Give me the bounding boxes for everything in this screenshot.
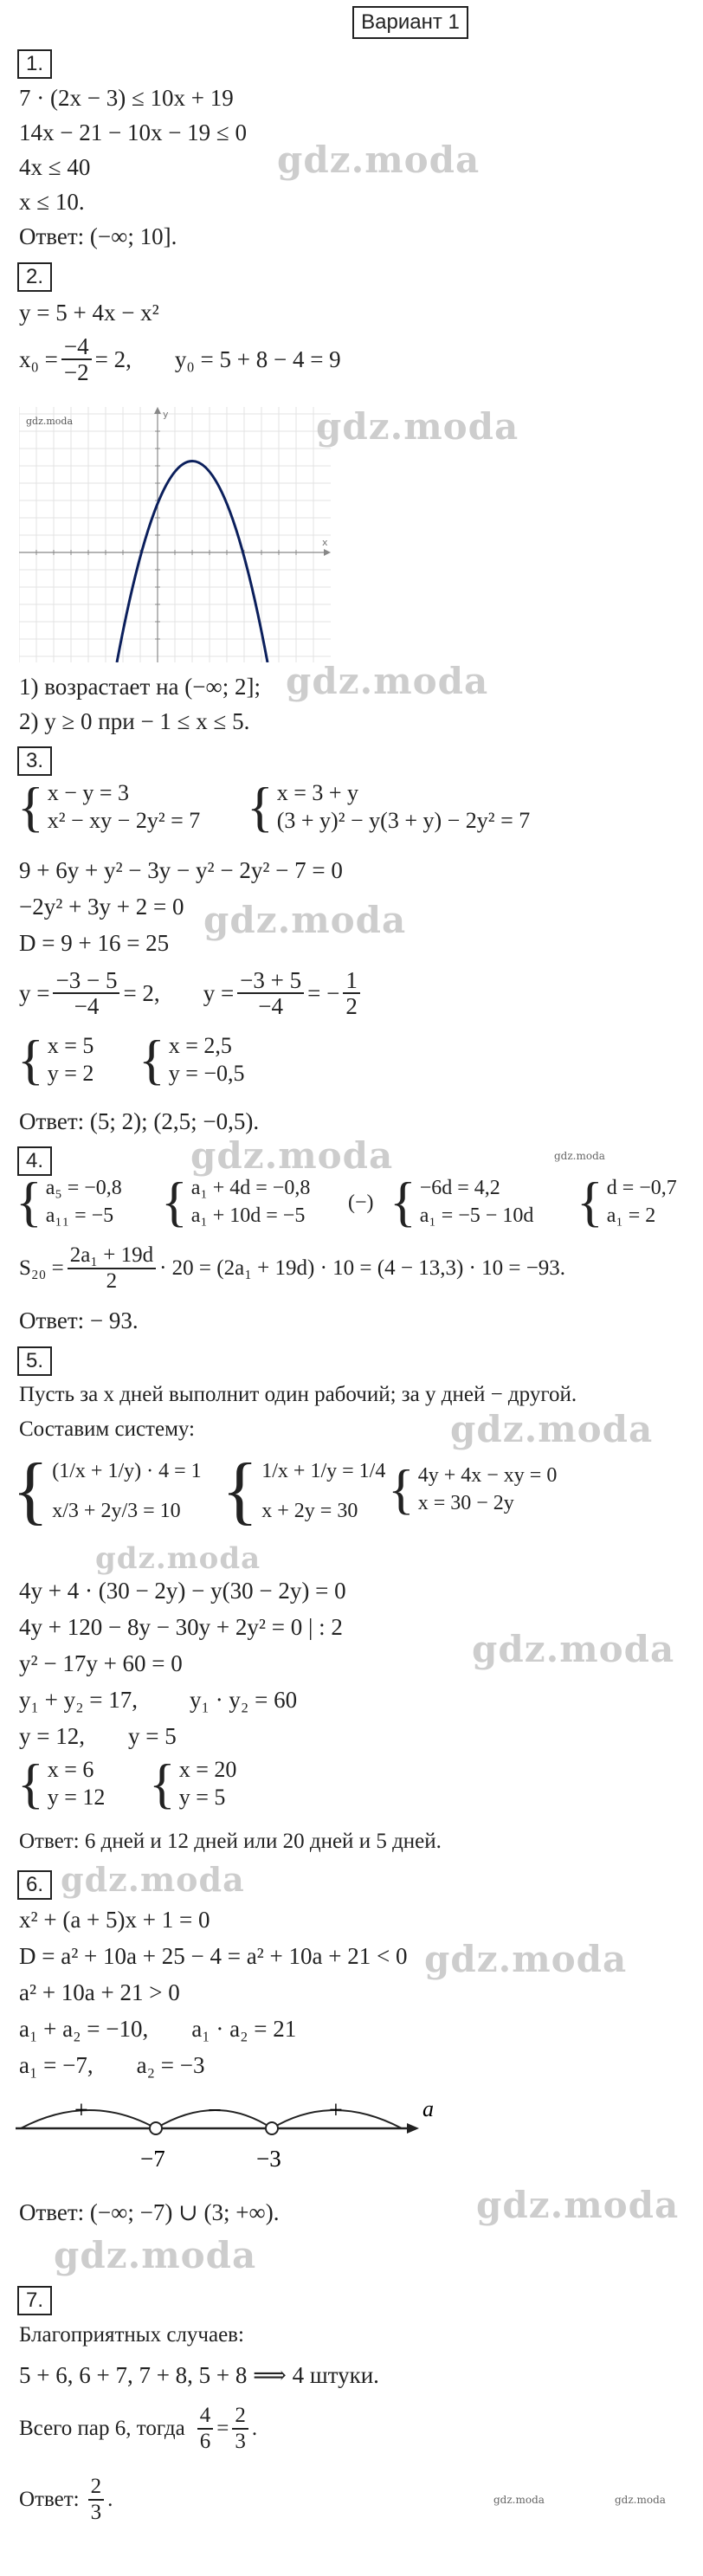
sign-minus-middle: − — [208, 2097, 222, 2124]
task-5-system-3 — [388, 1458, 558, 1520]
brace: { — [247, 776, 274, 837]
eq-row: 4y + 4x − xy = 0 — [417, 1464, 558, 1487]
task-5-line-3: y² − 17y + 60 = 0 — [19, 1650, 183, 1676]
y2-result-den: 2 — [345, 993, 358, 1019]
watermark: gdz.moda — [61, 1860, 245, 1899]
vieta-product: y₁ · y₂ = 60 — [190, 1687, 298, 1713]
eq-row: −6d = 4,2 — [419, 1177, 500, 1199]
task-4-answer: Ответ: − 93. — [19, 1307, 139, 1333]
task-3-solution-2 — [139, 1029, 245, 1090]
y1-lhs: y = — [19, 980, 50, 1006]
watermark: gdz.moda — [54, 2234, 257, 2276]
eq-row: (1/x + 1/y) · 4 = 1 — [52, 1460, 202, 1482]
sum-lhs: S₂₀ = — [19, 1256, 64, 1280]
x-axis-arrow — [324, 549, 331, 556]
task-5-line-1: 4y + 4 · (30 − 2y) − y(30 − 2y) = 0 — [19, 1578, 346, 1604]
task-1-number: 1. — [17, 49, 52, 79]
watermark: gdz.moda — [277, 139, 480, 181]
task-3-roots — [19, 963, 364, 1023]
eq-row: a₁₁ = −5 — [45, 1204, 114, 1227]
task-3-line-3: D = 9 + 16 = 25 — [19, 930, 170, 956]
x0-lhs: x₀ = — [19, 346, 58, 372]
brace: { — [17, 1753, 44, 1814]
eq-row: x = 6 — [47, 1757, 94, 1782]
sum-rhs: · 20 = (2a₁ + 19d) · 10 = (4 − 13,3) · 10 = −93. — [159, 1256, 566, 1280]
x0-den: −2 — [63, 359, 89, 385]
task-5-solution-1 — [17, 1753, 106, 1814]
y2-lhs: y = — [203, 980, 235, 1006]
watermark: gdz.moda — [424, 1938, 628, 1980]
sign-plus-right: + — [329, 2097, 343, 2124]
task-1-line-4: x ≤ 10. — [19, 189, 85, 215]
watermark-small: gdz.moda — [493, 2494, 545, 2506]
frac-den: 3 — [90, 2501, 102, 2524]
brace: { — [161, 1171, 188, 1232]
watermark-small: gdz.moda — [554, 1150, 605, 1162]
y1-rhs: = 2, — [123, 980, 160, 1006]
frac-num: 2 — [232, 2404, 248, 2430]
task-6-line-5 — [19, 2050, 204, 2080]
task-6-number: 6. — [17, 1870, 52, 1900]
task-6-answer: Ответ: (−∞; −7) ∪ (3; +∞). — [19, 2199, 280, 2225]
graph-grid — [19, 407, 331, 662]
task-4-subtract-mark: (−) — [348, 1191, 374, 1214]
axis-variable: a — [422, 2096, 434, 2121]
task-4-system-2 — [161, 1171, 311, 1232]
watermark: gdz.moda — [472, 1628, 675, 1670]
brace: { — [17, 776, 44, 837]
task-3-solution-1 — [17, 1029, 94, 1090]
equals: = — [216, 2417, 229, 2440]
eq-row: x + 2y = 30 — [261, 1500, 358, 1522]
watermark: gdz.moda — [450, 1408, 654, 1450]
brace: { — [12, 1449, 49, 1533]
task-3-system-2 — [247, 776, 531, 837]
task-5-answer: Ответ: 6 дней и 12 дней или 20 дней и 5 дней. — [19, 1830, 442, 1853]
eq-row: y = 12 — [47, 1785, 106, 1810]
task-3-number: 3. — [17, 746, 52, 776]
task-7-cases: 5 + 6, 6 + 7, 7 + 8, 5 + 8 ⟹ 4 штуки. — [19, 2362, 379, 2388]
task-2-function: y = 5 + 4x − x² — [19, 300, 159, 326]
y2-num: −3 + 5 — [237, 968, 304, 994]
y2-den: −4 — [258, 993, 284, 1019]
eq-row: 1/x + 1/y = 1/4 — [261, 1460, 386, 1482]
watermark: gdz.moda — [190, 1134, 394, 1177]
watermark: gdz.moda — [286, 660, 489, 702]
watermark: gdz.moda — [95, 1541, 261, 1576]
frac-2-3 — [232, 2404, 248, 2454]
eq-row: x = 2,5 — [168, 1033, 232, 1058]
frac-num: 2 — [88, 2475, 105, 2501]
task-1-answer: Ответ: (−∞; 10]. — [19, 223, 177, 249]
brace: { — [139, 1029, 165, 1090]
task-6-line-4 — [19, 2014, 296, 2043]
y0-value: y₀ = 5 + 8 − 4 = 9 — [174, 346, 341, 372]
eq-row: a₁ = 2 — [606, 1204, 656, 1227]
brace: { — [222, 1449, 259, 1533]
task-5-line-5 — [19, 1721, 177, 1751]
period: . — [251, 2417, 258, 2440]
sign-number-line — [12, 2087, 445, 2182]
number-line-arrow — [407, 2123, 419, 2134]
eq-row: a₅ = −0,8 — [45, 1177, 122, 1199]
task-4-system-4 — [577, 1171, 677, 1232]
task-2-number: 2. — [17, 262, 52, 292]
task-5-system-2 — [222, 1451, 385, 1531]
point-minus-7 — [150, 2122, 162, 2134]
task-5-solution-2 — [149, 1753, 237, 1814]
y1-num: −3 − 5 — [53, 968, 119, 994]
task-7-answer — [19, 2469, 113, 2530]
sign-arc — [21, 2110, 156, 2128]
eq-row: y = 5 — [178, 1785, 226, 1810]
number-line-svg — [12, 2087, 445, 2182]
watermark: gdz.moda — [476, 2184, 680, 2226]
frac-den: 3 — [235, 2430, 246, 2453]
brace: { — [390, 1171, 416, 1232]
task-3-line-1: 9 + 6y + y² − 3y − y² − 2y² − 7 = 0 — [19, 857, 343, 883]
period: . — [107, 2488, 113, 2511]
task-7-probability — [19, 2398, 257, 2459]
variant-title: Вариант 1 — [352, 6, 468, 39]
eq-row: a₁ + 4d = −0,8 — [190, 1177, 311, 1199]
sum-fraction — [68, 1243, 156, 1294]
task-5-number: 5. — [17, 1346, 52, 1376]
root-1: a₁ = −7, — [19, 2052, 94, 2078]
task-5-system-1 — [12, 1451, 202, 1531]
label-minus-7: −7 — [140, 2146, 165, 2172]
watermark: gdz.moda — [316, 405, 519, 448]
y2-result-num: 1 — [343, 968, 360, 994]
vieta-sum: a₁ + a₂ = −10, — [19, 2016, 149, 2042]
answer-label: Ответ: — [19, 2488, 80, 2511]
x0-fraction — [61, 334, 92, 384]
sum-num: 2a₁ + 19d — [68, 1243, 156, 1269]
task-6-line-1: x² + (a + 5)x + 1 = 0 — [19, 1907, 210, 1933]
y1-fraction — [53, 968, 119, 1018]
task-2-result-2: 2) y ≥ 0 при − 1 ≤ x ≤ 5. — [19, 708, 250, 734]
task-5-text-1: Пусть за x дней выполнит один рабочий; за y дней − другой. — [19, 1383, 577, 1406]
task-4-system-3 — [390, 1171, 534, 1232]
vieta-sum: y₁ + y₂ = 17, — [19, 1687, 139, 1713]
sign-plus-left: + — [74, 2097, 88, 2124]
task-1-line-3: 4x ≤ 40 — [19, 154, 91, 180]
brace: { — [388, 1458, 415, 1520]
root-2: y = 5 — [127, 1723, 177, 1749]
frac-num: 4 — [197, 2404, 214, 2430]
y2-fraction — [237, 968, 304, 1018]
prob-text: Всего пар 6, тогда — [19, 2417, 185, 2440]
root-2: a₂ = −3 — [136, 2052, 205, 2078]
task-3-system-1 — [17, 776, 201, 837]
brace: { — [17, 1029, 44, 1090]
eq-row: (3 + y)² − y(3 + y) − 2y² = 7 — [276, 808, 531, 833]
eq-row: y = −0,5 — [168, 1061, 245, 1086]
task-2-vertex — [19, 334, 341, 384]
point-minus-3 — [266, 2122, 278, 2134]
y2-mid: = − — [307, 980, 340, 1006]
task-7-number: 7. — [17, 2286, 52, 2315]
y1-den: −4 — [74, 993, 100, 1019]
eq-row: x = 20 — [178, 1757, 237, 1782]
x0-rhs: = 2, — [94, 346, 132, 372]
eq-row: y = 2 — [47, 1061, 94, 1086]
task-4-system-1 — [16, 1171, 122, 1232]
graph-watermark-label: gdz.moda — [26, 416, 74, 427]
sum-den: 2 — [106, 1269, 118, 1293]
brace: { — [577, 1171, 603, 1232]
vieta-product: a₁ · a₂ = 21 — [191, 2016, 297, 2042]
eq-row: x = 5 — [47, 1033, 94, 1058]
eq-row: a₁ + 10d = −5 — [190, 1204, 306, 1227]
task-1-line-1: 7 · (2x − 3) ≤ 10x + 19 — [19, 85, 234, 111]
task-2-result-1: 1) возрастает на (−∞; 2]; — [19, 674, 261, 700]
task-3-answer: Ответ: (5; 2); (2,5; −0,5). — [19, 1108, 260, 1134]
x0-num: −4 — [61, 334, 92, 360]
parabola-graph — [19, 407, 331, 662]
brace: { — [149, 1753, 176, 1814]
eq-row: x − y = 3 — [47, 780, 130, 805]
eq-row: x² − xy − 2y² = 7 — [47, 808, 201, 833]
root-1: y = 12, — [19, 1723, 85, 1749]
task-5-text-2: Составим систему: — [19, 1417, 196, 1441]
task-3-line-2: −2y² + 3y + 2 = 0 — [19, 894, 184, 920]
y2-result-fraction — [343, 968, 360, 1018]
eq-row: x = 3 + y — [276, 780, 359, 805]
eq-row: x/3 + 2y/3 = 10 — [52, 1500, 181, 1522]
y-axis-label: y — [163, 409, 169, 420]
frac-den: 6 — [199, 2430, 211, 2453]
brace: { — [16, 1171, 42, 1232]
task-4-sum — [19, 1238, 565, 1299]
frac-4-6 — [197, 2404, 214, 2454]
answer-fraction — [88, 2475, 105, 2525]
task-6-line-3: a² + 10a + 21 > 0 — [19, 1979, 180, 2005]
parabola-svg — [19, 407, 331, 662]
task-7-text: Благоприятных случаев: — [19, 2323, 244, 2347]
task-6-line-2: D = a² + 10a + 25 − 4 = a² + 10a + 21 < 0 — [19, 1943, 408, 1969]
task-5-line-4 — [19, 1685, 297, 1714]
task-4-number: 4. — [17, 1146, 52, 1176]
eq-row: a₁ = −5 − 10d — [419, 1204, 534, 1227]
task-1-line-2: 14x − 21 − 10x − 19 ≤ 0 — [19, 119, 247, 145]
task-5-line-2: 4y + 120 − 8y − 30y + 2y² = 0 | : 2 — [19, 1614, 343, 1640]
label-minus-3: −3 — [256, 2146, 281, 2172]
eq-row: x = 30 − 2y — [417, 1492, 514, 1514]
x-axis-label: x — [322, 537, 328, 548]
watermark: gdz.moda — [203, 899, 407, 941]
y-axis-arrow — [154, 407, 161, 414]
eq-row: d = −0,7 — [606, 1177, 677, 1199]
watermark-small: gdz.moda — [615, 2494, 666, 2506]
